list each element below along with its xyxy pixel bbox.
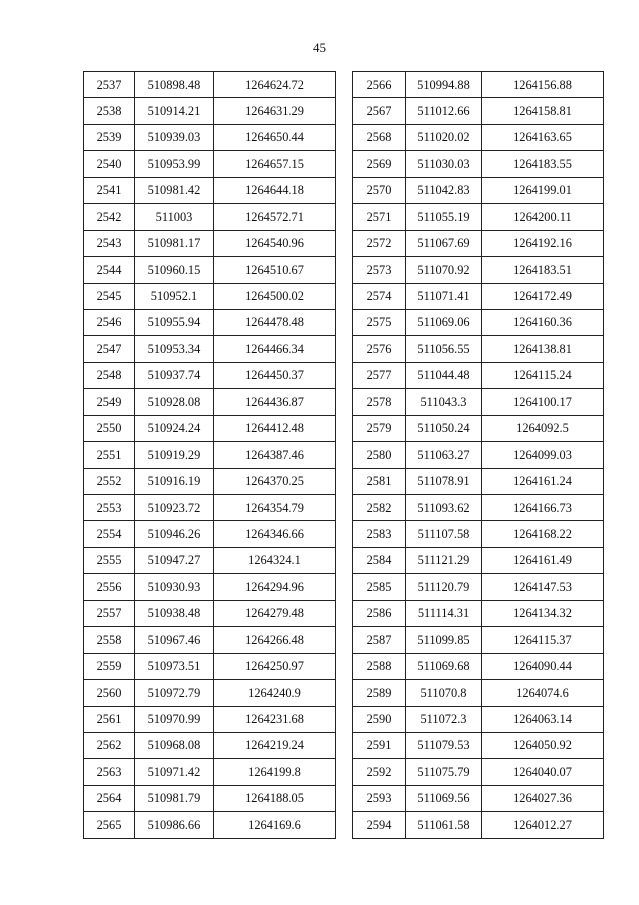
table-row xyxy=(353,336,604,362)
x-coordinate-cell: 510994.88 xyxy=(406,72,482,98)
y-coordinate-cell: 1264134.32 xyxy=(482,600,604,626)
table-row xyxy=(353,547,604,573)
point-number-cell: 2553 xyxy=(84,495,135,521)
x-coordinate-cell: 510952.1 xyxy=(135,283,214,309)
point-number-cell: 2579 xyxy=(353,415,406,441)
point-number-cell: 2542 xyxy=(84,204,135,230)
table-row xyxy=(84,547,336,573)
x-coordinate-cell: 511099.85 xyxy=(406,627,482,653)
y-coordinate-cell: 1264115.24 xyxy=(482,362,604,388)
table-row xyxy=(84,151,336,177)
x-coordinate-cell: 511070.8 xyxy=(406,680,482,706)
x-coordinate-cell: 510981.42 xyxy=(135,177,214,203)
table-row xyxy=(353,600,604,626)
table-row xyxy=(84,495,336,521)
table-row xyxy=(84,468,336,494)
y-coordinate-cell: 1264168.22 xyxy=(482,521,604,547)
x-coordinate-cell: 510960.15 xyxy=(135,257,214,283)
x-coordinate-cell: 510923.72 xyxy=(135,495,214,521)
point-number-cell: 2558 xyxy=(84,627,135,653)
x-coordinate-cell: 510981.17 xyxy=(135,230,214,256)
table-row xyxy=(353,495,604,521)
point-number-cell: 2583 xyxy=(353,521,406,547)
y-coordinate-cell: 1264354.79 xyxy=(214,495,336,521)
table-row xyxy=(84,785,336,811)
y-coordinate-cell: 1264510.67 xyxy=(214,257,336,283)
point-number-cell: 2585 xyxy=(353,574,406,600)
x-coordinate-cell: 510953.34 xyxy=(135,336,214,362)
point-number-cell: 2539 xyxy=(84,124,135,150)
x-coordinate-cell: 511093.62 xyxy=(406,495,482,521)
x-coordinate-cell: 510972.79 xyxy=(135,680,214,706)
point-number-cell: 2591 xyxy=(353,732,406,758)
table-row xyxy=(353,732,604,758)
point-number-cell: 2549 xyxy=(84,389,135,415)
x-coordinate-cell: 510937.74 xyxy=(135,362,214,388)
x-coordinate-cell: 510970.99 xyxy=(135,706,214,732)
point-number-cell: 2560 xyxy=(84,680,135,706)
page-number: 45 xyxy=(313,40,326,55)
x-coordinate-cell: 511063.27 xyxy=(406,442,482,468)
point-number-cell: 2586 xyxy=(353,600,406,626)
point-number-cell: 2551 xyxy=(84,442,135,468)
point-number-cell: 2580 xyxy=(353,442,406,468)
x-coordinate-cell: 511120.79 xyxy=(406,574,482,600)
y-coordinate-cell: 1264188.05 xyxy=(214,785,336,811)
y-coordinate-cell: 1264412.48 xyxy=(214,415,336,441)
x-coordinate-cell: 510898.48 xyxy=(135,72,214,98)
y-coordinate-cell: 1264500.02 xyxy=(214,283,336,309)
table-row xyxy=(353,309,604,335)
point-number-cell: 2538 xyxy=(84,98,135,124)
y-coordinate-cell: 1264138.81 xyxy=(482,336,604,362)
table-row xyxy=(84,415,336,441)
point-number-cell: 2577 xyxy=(353,362,406,388)
point-number-cell: 2581 xyxy=(353,468,406,494)
point-number-cell: 2589 xyxy=(353,680,406,706)
table-row xyxy=(353,415,604,441)
y-coordinate-cell: 1264279.48 xyxy=(214,600,336,626)
point-number-cell: 2554 xyxy=(84,521,135,547)
y-coordinate-cell: 1264346.66 xyxy=(214,521,336,547)
y-coordinate-cell: 1264169.6 xyxy=(214,812,336,838)
table-row xyxy=(84,98,336,124)
table-row xyxy=(353,653,604,679)
x-coordinate-cell: 510930.93 xyxy=(135,574,214,600)
y-coordinate-cell: 1264012.27 xyxy=(482,812,604,838)
x-coordinate-cell: 510971.42 xyxy=(135,759,214,785)
y-coordinate-cell: 1264158.81 xyxy=(482,98,604,124)
x-coordinate-cell: 511071.41 xyxy=(406,283,482,309)
point-number-cell: 2561 xyxy=(84,706,135,732)
point-number-cell: 2574 xyxy=(353,283,406,309)
coordinates-table-body xyxy=(84,72,336,839)
x-coordinate-cell: 511114.31 xyxy=(406,600,482,626)
x-coordinate-cell: 510914.21 xyxy=(135,98,214,124)
point-number-cell: 2567 xyxy=(353,98,406,124)
table-row xyxy=(353,627,604,653)
table-row xyxy=(353,362,604,388)
y-coordinate-cell: 1264040.07 xyxy=(482,759,604,785)
table-row xyxy=(353,706,604,732)
x-coordinate-cell: 510955.94 xyxy=(135,309,214,335)
x-coordinate-cell: 511121.29 xyxy=(406,547,482,573)
point-number-cell: 2564 xyxy=(84,785,135,811)
y-coordinate-cell: 1264436.87 xyxy=(214,389,336,415)
x-coordinate-cell: 510919.29 xyxy=(135,442,214,468)
table-row xyxy=(353,812,604,838)
y-coordinate-cell: 1264199.01 xyxy=(482,177,604,203)
coordinates-table-right xyxy=(352,71,604,839)
table-row xyxy=(84,600,336,626)
y-coordinate-cell: 1264074.6 xyxy=(482,680,604,706)
y-coordinate-cell: 1264050.92 xyxy=(482,732,604,758)
x-coordinate-cell: 510981.79 xyxy=(135,785,214,811)
table-row xyxy=(84,389,336,415)
point-number-cell: 2594 xyxy=(353,812,406,838)
table-row xyxy=(353,124,604,150)
x-coordinate-cell: 510968.08 xyxy=(135,732,214,758)
x-coordinate-cell: 511056.55 xyxy=(406,336,482,362)
x-coordinate-cell: 510928.08 xyxy=(135,389,214,415)
x-coordinate-cell: 511078.91 xyxy=(406,468,482,494)
point-number-cell: 2557 xyxy=(84,600,135,626)
y-coordinate-cell: 1264161.24 xyxy=(482,468,604,494)
table-row xyxy=(353,283,604,309)
x-coordinate-cell: 511012.66 xyxy=(406,98,482,124)
y-coordinate-cell: 1264172.49 xyxy=(482,283,604,309)
x-coordinate-cell: 511061.58 xyxy=(406,812,482,838)
y-coordinate-cell: 1264572.71 xyxy=(214,204,336,230)
y-coordinate-cell: 1264631.29 xyxy=(214,98,336,124)
y-coordinate-cell: 1264387.46 xyxy=(214,442,336,468)
table-row xyxy=(353,442,604,468)
point-number-cell: 2587 xyxy=(353,627,406,653)
point-number-cell: 2572 xyxy=(353,230,406,256)
table-row xyxy=(353,785,604,811)
table-row xyxy=(84,362,336,388)
x-coordinate-cell: 511069.06 xyxy=(406,309,482,335)
point-number-cell: 2588 xyxy=(353,653,406,679)
y-coordinate-cell: 1264266.48 xyxy=(214,627,336,653)
table-row xyxy=(84,627,336,653)
y-coordinate-cell: 1264183.51 xyxy=(482,257,604,283)
y-coordinate-cell: 1264199.8 xyxy=(214,759,336,785)
x-coordinate-cell: 511075.79 xyxy=(406,759,482,785)
table-row xyxy=(353,230,604,256)
x-coordinate-cell: 511070.92 xyxy=(406,257,482,283)
table-row xyxy=(84,204,336,230)
point-number-cell: 2565 xyxy=(84,812,135,838)
point-number-cell: 2562 xyxy=(84,732,135,758)
x-coordinate-cell: 510953.99 xyxy=(135,151,214,177)
x-coordinate-cell: 510924.24 xyxy=(135,415,214,441)
table-row xyxy=(353,257,604,283)
x-coordinate-cell: 511067.69 xyxy=(406,230,482,256)
point-number-cell: 2541 xyxy=(84,177,135,203)
x-coordinate-cell: 511072.3 xyxy=(406,706,482,732)
point-number-cell: 2548 xyxy=(84,362,135,388)
y-coordinate-cell: 1264231.68 xyxy=(214,706,336,732)
y-coordinate-cell: 1264624.72 xyxy=(214,72,336,98)
x-coordinate-cell: 510939.03 xyxy=(135,124,214,150)
y-coordinate-cell: 1264644.18 xyxy=(214,177,336,203)
point-number-cell: 2555 xyxy=(84,547,135,573)
point-number-cell: 2540 xyxy=(84,151,135,177)
table-row xyxy=(353,389,604,415)
point-number-cell: 2556 xyxy=(84,574,135,600)
x-coordinate-cell: 510916.19 xyxy=(135,468,214,494)
y-coordinate-cell: 1264294.96 xyxy=(214,574,336,600)
table-row xyxy=(353,204,604,230)
point-number-cell: 2582 xyxy=(353,495,406,521)
x-coordinate-cell: 510938.48 xyxy=(135,600,214,626)
point-number-cell: 2537 xyxy=(84,72,135,98)
table-row xyxy=(353,521,604,547)
y-coordinate-cell: 1264324.1 xyxy=(214,547,336,573)
y-coordinate-cell: 1264192.16 xyxy=(482,230,604,256)
table-row xyxy=(84,442,336,468)
table-row xyxy=(84,732,336,758)
y-coordinate-cell: 1264478.48 xyxy=(214,309,336,335)
table-row xyxy=(84,521,336,547)
point-number-cell: 2545 xyxy=(84,283,135,309)
y-coordinate-cell: 1264450.37 xyxy=(214,362,336,388)
point-number-cell: 2543 xyxy=(84,230,135,256)
table-row xyxy=(84,72,336,98)
table-row xyxy=(84,230,336,256)
point-number-cell: 2569 xyxy=(353,151,406,177)
x-coordinate-cell: 511055.19 xyxy=(406,204,482,230)
x-coordinate-cell: 511043.3 xyxy=(406,389,482,415)
coordinates-table-body xyxy=(353,72,604,839)
table-row xyxy=(84,706,336,732)
x-coordinate-cell: 510973.51 xyxy=(135,653,214,679)
point-number-cell: 2590 xyxy=(353,706,406,732)
table-row xyxy=(84,283,336,309)
point-number-cell: 2571 xyxy=(353,204,406,230)
point-number-cell: 2578 xyxy=(353,389,406,415)
point-number-cell: 2575 xyxy=(353,309,406,335)
point-number-cell: 2547 xyxy=(84,336,135,362)
x-coordinate-cell: 510986.66 xyxy=(135,812,214,838)
y-coordinate-cell: 1264466.34 xyxy=(214,336,336,362)
table-row xyxy=(353,574,604,600)
table-row xyxy=(84,309,336,335)
y-coordinate-cell: 1264370.25 xyxy=(214,468,336,494)
y-coordinate-cell: 1264099.03 xyxy=(482,442,604,468)
table-row xyxy=(84,680,336,706)
y-coordinate-cell: 1264657.15 xyxy=(214,151,336,177)
table-row xyxy=(353,72,604,98)
point-number-cell: 2573 xyxy=(353,257,406,283)
y-coordinate-cell: 1264240.9 xyxy=(214,680,336,706)
y-coordinate-cell: 1264063.14 xyxy=(482,706,604,732)
point-number-cell: 2559 xyxy=(84,653,135,679)
x-coordinate-cell: 511079.53 xyxy=(406,732,482,758)
table-row xyxy=(353,468,604,494)
x-coordinate-cell: 511069.56 xyxy=(406,785,482,811)
point-number-cell: 2584 xyxy=(353,547,406,573)
x-coordinate-cell: 511042.83 xyxy=(406,177,482,203)
table-row xyxy=(353,98,604,124)
point-number-cell: 2592 xyxy=(353,759,406,785)
y-coordinate-cell: 1264100.17 xyxy=(482,389,604,415)
y-coordinate-cell: 1264160.36 xyxy=(482,309,604,335)
y-coordinate-cell: 1264166.73 xyxy=(482,495,604,521)
point-number-cell: 2570 xyxy=(353,177,406,203)
point-number-cell: 2552 xyxy=(84,468,135,494)
x-coordinate-cell: 510967.46 xyxy=(135,627,214,653)
coordinates-table-left xyxy=(83,71,336,839)
point-number-cell: 2544 xyxy=(84,257,135,283)
table-row xyxy=(84,759,336,785)
table-row xyxy=(353,680,604,706)
x-coordinate-cell: 511069.68 xyxy=(406,653,482,679)
x-coordinate-cell: 511020.02 xyxy=(406,124,482,150)
y-coordinate-cell: 1264219.24 xyxy=(214,732,336,758)
table-row xyxy=(84,812,336,838)
point-number-cell: 2576 xyxy=(353,336,406,362)
y-coordinate-cell: 1264147.53 xyxy=(482,574,604,600)
table-row xyxy=(84,653,336,679)
y-coordinate-cell: 1264650.44 xyxy=(214,124,336,150)
point-number-cell: 2546 xyxy=(84,309,135,335)
x-coordinate-cell: 511044.48 xyxy=(406,362,482,388)
x-coordinate-cell: 511003 xyxy=(135,204,214,230)
y-coordinate-cell: 1264540.96 xyxy=(214,230,336,256)
y-coordinate-cell: 1264027.36 xyxy=(482,785,604,811)
y-coordinate-cell: 1264090.44 xyxy=(482,653,604,679)
y-coordinate-cell: 1264183.55 xyxy=(482,151,604,177)
table-row xyxy=(84,177,336,203)
x-coordinate-cell: 511107.58 xyxy=(406,521,482,547)
table-row xyxy=(84,336,336,362)
point-number-cell: 2563 xyxy=(84,759,135,785)
table-row xyxy=(84,574,336,600)
table-row xyxy=(84,257,336,283)
x-coordinate-cell: 510947.27 xyxy=(135,547,214,573)
y-coordinate-cell: 1264250.97 xyxy=(214,653,336,679)
point-number-cell: 2550 xyxy=(84,415,135,441)
x-coordinate-cell: 511030.03 xyxy=(406,151,482,177)
y-coordinate-cell: 1264200.11 xyxy=(482,204,604,230)
y-coordinate-cell: 1264115.37 xyxy=(482,627,604,653)
point-number-cell: 2566 xyxy=(353,72,406,98)
y-coordinate-cell: 1264156.88 xyxy=(482,72,604,98)
table-row xyxy=(353,177,604,203)
point-number-cell: 2593 xyxy=(353,785,406,811)
x-coordinate-cell: 510946.26 xyxy=(135,521,214,547)
table-row xyxy=(353,151,604,177)
point-number-cell: 2568 xyxy=(353,124,406,150)
y-coordinate-cell: 1264163.65 xyxy=(482,124,604,150)
x-coordinate-cell: 511050.24 xyxy=(406,415,482,441)
table-row xyxy=(353,759,604,785)
table-row xyxy=(84,124,336,150)
y-coordinate-cell: 1264092.5 xyxy=(482,415,604,441)
y-coordinate-cell: 1264161.49 xyxy=(482,547,604,573)
